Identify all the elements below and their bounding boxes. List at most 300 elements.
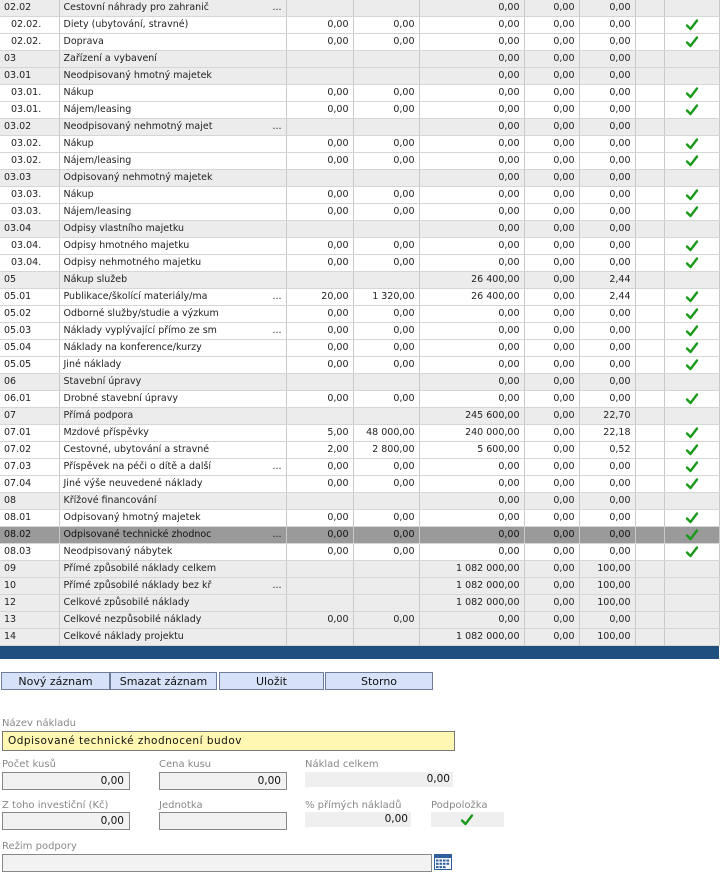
row-name: [59, 272, 286, 289]
row-name: [59, 408, 286, 425]
row-quantity: 0,00: [286, 357, 353, 374]
row-name-text: Stavební úpravy: [63, 376, 142, 387]
row-value-5: 0,00: [524, 272, 579, 289]
row-subitem-flag: [664, 493, 719, 510]
row-unit-price: [353, 629, 419, 646]
row-quantity: [286, 629, 353, 646]
unit-price-input[interactable]: 0,00: [159, 772, 287, 790]
row-empty-cell: [635, 153, 664, 170]
table-row[interactable]: [0, 34, 719, 51]
row-empty-cell: [635, 119, 664, 136]
row-value-5: 0,00: [524, 408, 579, 425]
row-value-5: 0,00: [524, 51, 579, 68]
save-button[interactable]: Uložit: [219, 672, 324, 690]
row-value-5: 0,00: [524, 323, 579, 340]
row-subitem-flag: [664, 527, 719, 544]
table-row[interactable]: [0, 102, 719, 119]
table-footer-bar: [0, 646, 719, 659]
table-row[interactable]: [0, 493, 719, 510]
table-row[interactable]: [0, 357, 719, 374]
row-name-text: Přímá podpora: [63, 410, 134, 421]
row-quantity: 0,00: [286, 391, 353, 408]
row-code: 03.04.: [0, 255, 59, 272]
row-total: 0,00: [419, 204, 524, 221]
row-total: 0,00: [419, 34, 524, 51]
row-value-5: 0,00: [524, 476, 579, 493]
row-unit-price: [353, 170, 419, 187]
table-row[interactable]: [0, 425, 719, 442]
direct-cost-percent-value: 0,00: [305, 812, 411, 827]
row-percent: 2,44: [579, 289, 635, 306]
row-quantity: [286, 595, 353, 612]
row-name-text: Příspěvek na péči o dítě a další: [63, 461, 212, 472]
row-quantity: 0,00: [286, 34, 353, 51]
row-empty-cell: [635, 102, 664, 119]
row-quantity: [286, 578, 353, 595]
new-record-button[interactable]: Nový záznam: [1, 672, 110, 690]
row-subitem-flag: [664, 612, 719, 629]
row-name: [59, 323, 286, 340]
row-subitem-flag: [664, 136, 719, 153]
row-name: [59, 561, 286, 578]
table-row[interactable]: [0, 255, 719, 272]
row-unit-price: [353, 68, 419, 85]
row-unit-price: 0,00: [353, 153, 419, 170]
table-row[interactable]: [0, 17, 719, 34]
check-icon: [685, 86, 699, 100]
row-name: [59, 578, 286, 595]
row-name: [59, 51, 286, 68]
row-total: 0,00: [419, 119, 524, 136]
row-unit-price: 2 800,00: [353, 442, 419, 459]
row-code: 05.01: [0, 289, 59, 306]
row-code: 03.01.: [0, 85, 59, 102]
row-value-5: 0,00: [524, 119, 579, 136]
cancel-button[interactable]: Storno: [325, 672, 433, 690]
row-percent: 0,00: [579, 17, 635, 34]
row-unit-price: 0,00: [353, 391, 419, 408]
check-icon: [685, 511, 699, 525]
table-row[interactable]: [0, 306, 719, 323]
row-total: 0,00: [419, 102, 524, 119]
check-icon: [685, 256, 699, 270]
row-empty-cell: [635, 68, 664, 85]
row-percent: 0,00: [579, 238, 635, 255]
row-unit-price: 0,00: [353, 323, 419, 340]
table-row[interactable]: [0, 0, 719, 17]
row-subitem-flag: [664, 170, 719, 187]
check-icon: [685, 528, 699, 542]
row-name-text: Cestovní náhrady pro zahranič: [63, 2, 210, 13]
row-name-text: Cestovné, ubytování a stravné: [63, 444, 210, 455]
row-unit-price: [353, 595, 419, 612]
table-row[interactable]: [0, 289, 719, 306]
row-empty-cell: [635, 476, 664, 493]
row-empty-cell: [635, 0, 664, 17]
row-percent: 0,00: [579, 34, 635, 51]
row-unit-price: [353, 51, 419, 68]
row-value-5: 0,00: [524, 493, 579, 510]
row-percent: 0,00: [579, 255, 635, 272]
row-subitem-flag: [664, 0, 719, 17]
row-unit-price: 0,00: [353, 102, 419, 119]
row-quantity: 20,00: [286, 289, 353, 306]
row-quantity: [286, 272, 353, 289]
row-name: [59, 459, 286, 476]
table-row[interactable]: [0, 561, 719, 578]
row-unit-price: 0,00: [353, 510, 419, 527]
row-subitem-flag: [664, 102, 719, 119]
row-quantity: 0,00: [286, 238, 353, 255]
row-percent: 0,00: [579, 170, 635, 187]
row-name-text: Mzdové příspěvky: [63, 427, 149, 438]
row-subitem-flag: [664, 17, 719, 34]
row-value-5: 0,00: [524, 340, 579, 357]
row-value-5: 0,00: [524, 204, 579, 221]
row-subitem-flag: [664, 595, 719, 612]
row-code: 08: [0, 493, 59, 510]
row-code: 03.01.: [0, 102, 59, 119]
row-name-text: Přímé způsobilé náklady celkem: [63, 563, 217, 574]
row-percent: 0,00: [579, 544, 635, 561]
row-code: 07.01: [0, 425, 59, 442]
row-name: [59, 187, 286, 204]
row-percent: 0,00: [579, 0, 635, 17]
row-name-text: Diety (ubytování, stravné): [63, 19, 189, 30]
row-name: [59, 119, 286, 136]
row-name: [59, 170, 286, 187]
row-percent: 0,00: [579, 391, 635, 408]
row-value-5: 0,00: [524, 68, 579, 85]
table-row[interactable]: [0, 51, 719, 68]
row-code: 03.02.: [0, 153, 59, 170]
row-code: 07.04: [0, 476, 59, 493]
row-percent: 0,00: [579, 510, 635, 527]
quantity-input[interactable]: 0,00: [2, 772, 130, 790]
row-empty-cell: [635, 289, 664, 306]
row-unit-price: 0,00: [353, 357, 419, 374]
row-name: [59, 204, 286, 221]
row-name-text: Celkové nezpůsobilé náklady: [63, 614, 202, 625]
row-percent: 22,70: [579, 408, 635, 425]
row-quantity: 0,00: [286, 85, 353, 102]
row-percent: 0,00: [579, 527, 635, 544]
row-name: [59, 510, 286, 527]
investment-input[interactable]: 0,00: [2, 812, 130, 830]
row-percent: 0,00: [579, 221, 635, 238]
row-percent: 100,00: [579, 561, 635, 578]
table-row[interactable]: [0, 459, 719, 476]
row-name-text: Jiné výše neuvedené náklady: [63, 478, 203, 489]
row-name: [59, 442, 286, 459]
row-code: 03.03: [0, 170, 59, 187]
row-value-5: 0,00: [524, 238, 579, 255]
row-percent: 0,00: [579, 51, 635, 68]
row-subitem-flag: [664, 340, 719, 357]
table-row[interactable]: [0, 238, 719, 255]
row-empty-cell: [635, 238, 664, 255]
row-code: 03.03.: [0, 204, 59, 221]
row-unit-price: 0,00: [353, 476, 419, 493]
row-name-text: Nákup: [63, 189, 94, 200]
table-row[interactable]: [0, 340, 719, 357]
row-percent: 0,00: [579, 323, 635, 340]
table-row[interactable]: [0, 119, 719, 136]
row-total: 0,00: [419, 374, 524, 391]
row-value-5: 0,00: [524, 629, 579, 646]
row-subitem-flag: [664, 357, 719, 374]
row-quantity: 0,00: [286, 187, 353, 204]
row-unit-price: 48 000,00: [353, 425, 419, 442]
row-total: 1 082 000,00: [419, 595, 524, 612]
row-subitem-flag: [664, 68, 719, 85]
row-value-5: 0,00: [524, 34, 579, 51]
row-empty-cell: [635, 34, 664, 51]
unit-label: Jednotka: [159, 800, 203, 811]
row-name: [59, 629, 286, 646]
row-subitem-flag: [664, 238, 719, 255]
row-code: 12: [0, 595, 59, 612]
support-regime-label: Režim podpory: [2, 841, 77, 852]
table-row[interactable]: [0, 442, 719, 459]
row-name: [59, 153, 286, 170]
row-unit-price: 0,00: [353, 34, 419, 51]
row-name: [59, 136, 286, 153]
row-name-text: Publikace/školící materiály/ma: [63, 291, 208, 302]
row-name-text: Křížové financování: [63, 495, 157, 506]
row-quantity: 0,00: [286, 306, 353, 323]
row-name-text: Odpisovaný nehmotný majetek: [63, 172, 213, 183]
table-row[interactable]: [0, 85, 719, 102]
table-row[interactable]: [0, 578, 719, 595]
table-row[interactable]: [0, 170, 719, 187]
row-name: [59, 595, 286, 612]
table-row[interactable]: [0, 391, 719, 408]
row-quantity: 0,00: [286, 476, 353, 493]
row-total: 0,00: [419, 391, 524, 408]
row-code: 05.05: [0, 357, 59, 374]
row-quantity: 0,00: [286, 17, 353, 34]
truncation-ellipsis: ...: [272, 529, 282, 540]
check-icon: [685, 392, 699, 406]
table-row[interactable]: [0, 323, 719, 340]
table-row[interactable]: [0, 136, 719, 153]
row-subitem-flag: [664, 119, 719, 136]
row-total: 0,00: [419, 476, 524, 493]
check-icon: [685, 477, 699, 491]
row-unit-price: [353, 374, 419, 391]
row-code: 03.02.: [0, 136, 59, 153]
table-row[interactable]: [0, 272, 719, 289]
row-value-5: 0,00: [524, 442, 579, 459]
row-name-text: Jiné náklady: [63, 359, 122, 370]
row-percent: 22,18: [579, 425, 635, 442]
row-value-5: 0,00: [524, 527, 579, 544]
table-row[interactable]: [0, 595, 719, 612]
row-empty-cell: [635, 408, 664, 425]
row-name: [59, 0, 286, 17]
table-row[interactable]: [0, 68, 719, 85]
table-row[interactable]: [0, 187, 719, 204]
row-value-5: 0,00: [524, 153, 579, 170]
row-total: 0,00: [419, 493, 524, 510]
direct-cost-percent-label: % přímých nákladů: [305, 800, 402, 811]
row-total: 245 600,00: [419, 408, 524, 425]
row-total: 0,00: [419, 459, 524, 476]
row-name-text: Odpisované technické zhodnoc: [63, 529, 212, 540]
row-name: [59, 68, 286, 85]
row-percent: 100,00: [579, 578, 635, 595]
support-regime-input[interactable]: [2, 854, 432, 872]
unit-input[interactable]: [159, 812, 287, 830]
table-row[interactable]: [0, 527, 719, 544]
check-icon: [685, 103, 699, 117]
subitem-label: Podpoložka: [431, 800, 488, 811]
check-icon: [685, 545, 699, 559]
row-value-5: 0,00: [524, 17, 579, 34]
table-row[interactable]: [0, 510, 719, 527]
row-quantity: 0,00: [286, 102, 353, 119]
row-value-5: 0,00: [524, 510, 579, 527]
row-total: 0,00: [419, 85, 524, 102]
row-value-5: 0,00: [524, 391, 579, 408]
table-row[interactable]: [0, 221, 719, 238]
row-code: 03: [0, 51, 59, 68]
row-name: [59, 391, 286, 408]
check-icon: [685, 460, 699, 474]
row-total: 0,00: [419, 187, 524, 204]
row-total: 0,00: [419, 340, 524, 357]
table-row[interactable]: [0, 476, 719, 493]
row-name-text: Odpisovaný hmotný majetek: [63, 512, 201, 523]
row-percent: 100,00: [579, 629, 635, 646]
truncation-ellipsis: ...: [272, 121, 282, 132]
row-value-5: 0,00: [524, 357, 579, 374]
row-code: 03.01: [0, 68, 59, 85]
row-unit-price: 0,00: [353, 306, 419, 323]
row-name: [59, 221, 286, 238]
table-row[interactable]: [0, 204, 719, 221]
row-empty-cell: [635, 340, 664, 357]
row-name-text: Nájem/leasing: [63, 206, 132, 217]
row-value-5: 0,00: [524, 255, 579, 272]
row-empty-cell: [635, 544, 664, 561]
row-unit-price: 0,00: [353, 17, 419, 34]
row-name-text: Náklady vyplývající přímo ze sm: [63, 325, 217, 336]
row-subitem-flag: [664, 255, 719, 272]
row-value-5: 0,00: [524, 459, 579, 476]
row-code: 09: [0, 561, 59, 578]
table-row[interactable]: [0, 544, 719, 561]
row-code: 07: [0, 408, 59, 425]
row-percent: 0,00: [579, 493, 635, 510]
row-total: 26 400,00: [419, 289, 524, 306]
truncation-ellipsis: ...: [272, 461, 282, 472]
table-row[interactable]: [0, 408, 719, 425]
row-empty-cell: [635, 425, 664, 442]
table-row[interactable]: [0, 374, 719, 391]
row-name-text: Celkové náklady projektu: [63, 631, 184, 642]
row-unit-price: 0,00: [353, 527, 419, 544]
row-value-5: 0,00: [524, 221, 579, 238]
row-name-text: Celkové způsobilé náklady: [63, 597, 190, 608]
row-code: 07.02: [0, 442, 59, 459]
row-subitem-flag: [664, 578, 719, 595]
row-name: [59, 306, 286, 323]
row-code: 05.03: [0, 323, 59, 340]
row-percent: 2,44: [579, 272, 635, 289]
row-name-text: Odborné služby/studie a výzkum: [63, 308, 219, 319]
cost-name-input[interactable]: Odpisované technické zhodnocení budov: [2, 731, 455, 751]
row-empty-cell: [635, 51, 664, 68]
check-icon: [685, 324, 699, 338]
row-name: [59, 289, 286, 306]
row-value-5: 0,00: [524, 102, 579, 119]
row-unit-price: 0,00: [353, 204, 419, 221]
row-subitem-flag: [664, 204, 719, 221]
row-empty-cell: [635, 442, 664, 459]
check-icon: [685, 239, 699, 253]
row-unit-price: [353, 221, 419, 238]
row-quantity: [286, 170, 353, 187]
row-percent: 0,00: [579, 459, 635, 476]
row-name: [59, 34, 286, 51]
row-percent: 100,00: [579, 595, 635, 612]
row-code: 13: [0, 612, 59, 629]
row-empty-cell: [635, 561, 664, 578]
row-empty-cell: [635, 629, 664, 646]
row-subitem-flag: [664, 544, 719, 561]
check-icon: [685, 341, 699, 355]
row-total: 1 082 000,00: [419, 629, 524, 646]
row-total: 240 000,00: [419, 425, 524, 442]
row-subitem-flag: [664, 85, 719, 102]
table-row[interactable]: [0, 629, 719, 646]
row-unit-price: [353, 272, 419, 289]
row-name: [59, 544, 286, 561]
delete-record-button[interactable]: Smazat záznam: [110, 672, 217, 690]
row-percent: 0,00: [579, 374, 635, 391]
total-cost-label: Náklad celkem: [305, 759, 379, 770]
row-percent: 0,00: [579, 85, 635, 102]
row-subitem-flag: [664, 510, 719, 527]
row-name-text: Zařízení a vybavení: [63, 53, 157, 64]
truncation-ellipsis: ...: [272, 580, 282, 591]
check-icon: [685, 205, 699, 219]
unit-price-label: Cena kusu: [159, 759, 212, 770]
row-code: 14: [0, 629, 59, 646]
row-value-5: 0,00: [524, 289, 579, 306]
table-row[interactable]: [0, 153, 719, 170]
row-quantity: [286, 119, 353, 136]
row-name-text: Neodpisovaný hmotný majetek: [63, 70, 212, 81]
row-percent: 0,00: [579, 340, 635, 357]
row-name-text: Neodpisovaný nábytek: [63, 546, 173, 557]
row-name: [59, 340, 286, 357]
row-total: 0,00: [419, 153, 524, 170]
row-unit-price: 0,00: [353, 136, 419, 153]
row-name-text: Přímé způsobilé náklady bez kř: [63, 580, 212, 591]
row-total: 0,00: [419, 612, 524, 629]
row-code: 02.02.: [0, 34, 59, 51]
row-subitem-flag: [664, 51, 719, 68]
row-empty-cell: [635, 255, 664, 272]
table-row[interactable]: [0, 612, 719, 629]
row-percent: 0,00: [579, 136, 635, 153]
row-value-5: 0,00: [524, 136, 579, 153]
calendar-icon[interactable]: [434, 854, 452, 870]
row-percent: 0,00: [579, 476, 635, 493]
